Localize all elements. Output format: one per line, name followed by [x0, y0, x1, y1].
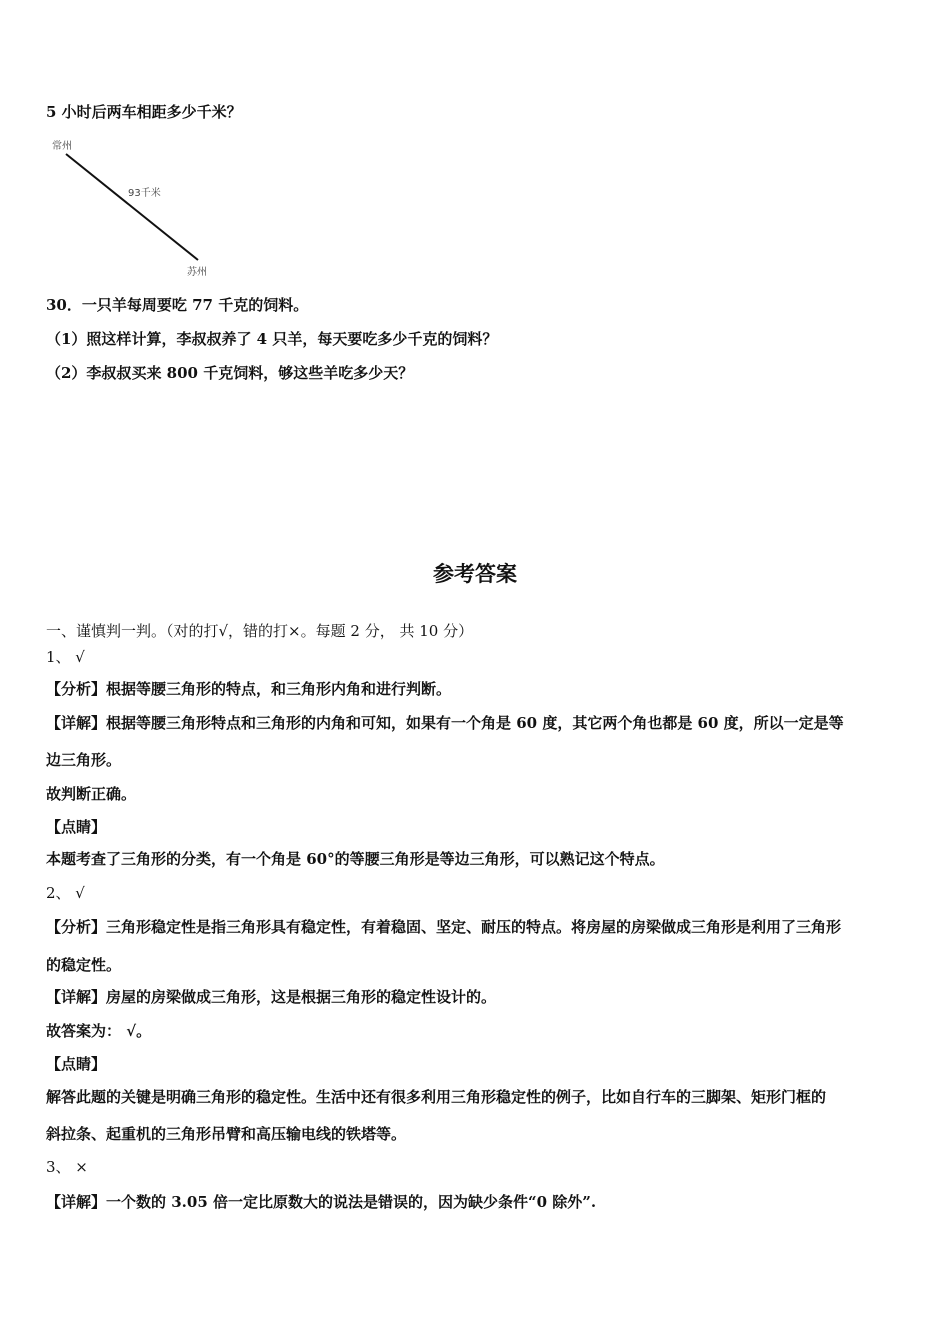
- diagram-bottom-label: 苏州: [187, 267, 207, 278]
- answer-2-number: 2、 √: [46, 884, 85, 902]
- answer-3-detail: 【详解】一个数的 3.05 倍一定比原数大的说法是错误的，因为缺少条件“0 除外”.: [46, 1193, 597, 1211]
- question-29-tail: 5 小时后两车相距多少千米？: [46, 103, 242, 121]
- diagram-top-label: 常州: [52, 141, 72, 152]
- answers-title: 参考答案: [433, 561, 517, 586]
- distance-diagram: [48, 136, 248, 282]
- answer-2-analysis-line-1: 【分析】三角形稳定性是指三角形具有稳定性，有着稳固、坚定、耐压的特点。将房屋的房梁做成三角形是利用了三角形: [46, 918, 842, 936]
- answer-1-conclusion: 故判断正确。: [46, 785, 137, 803]
- distance-line: [66, 154, 198, 260]
- answer-2-analysis-line-2: 的稳定性。: [46, 956, 122, 974]
- answer-3-number: 3、 ×: [46, 1158, 88, 1176]
- section-heading: 一、谨慎判一判。（对的打√，错的打×。每题 2 分， 共 10 分）: [46, 622, 474, 640]
- question-30-part-2: （2）李叔叔买来 800 千克饲料，够这些羊吃多少天？: [46, 364, 414, 382]
- question-30-stem: 30．一只羊每周要吃 77 千克的饲料。: [46, 296, 309, 314]
- answer-2-comment-line-2: 斜拉条、起重机的三角形吊臂和高压输电线的铁塔等。: [46, 1125, 407, 1143]
- answer-1-comment: 本题考查了三角形的分类，有一个角是 60°的等腰三角形是等边三角形，可以熟记这个特点。: [46, 850, 665, 868]
- answer-1-analysis: 【分析】根据等腰三角形的特点，和三角形内角和进行判断。: [46, 680, 452, 698]
- answer-2-detail: 【详解】房屋的房梁做成三角形，这是根据三角形的稳定性设计的。: [46, 988, 497, 1006]
- answer-1-detail-line-1: 【详解】根据等腰三角形特点和三角形的内角和可知，如果有一个角是 60 度，其它两个角也都是 60 度，所以一定是等: [46, 714, 844, 732]
- diagram-distance-label: 93千米: [128, 188, 161, 199]
- question-30-part-1: （1）照这样计算，李叔叔养了 4 只羊，每天要吃多少千克的饲料？: [46, 330, 498, 348]
- answer-1-number: 1、 √: [46, 648, 85, 666]
- answer-1-comment-label: 【点睛】: [46, 818, 107, 836]
- answer-2-comment-label: 【点睛】: [46, 1055, 107, 1073]
- answer-2-comment-line-1: 解答此题的关键是明确三角形的稳定性。生活中还有很多利用三角形稳定性的例子，比如自行车的三脚架、矩形门框的: [46, 1088, 827, 1106]
- answer-2-conclusion: 故答案为： √。: [46, 1022, 152, 1040]
- answer-1-detail-line-2: 边三角形。: [46, 751, 122, 769]
